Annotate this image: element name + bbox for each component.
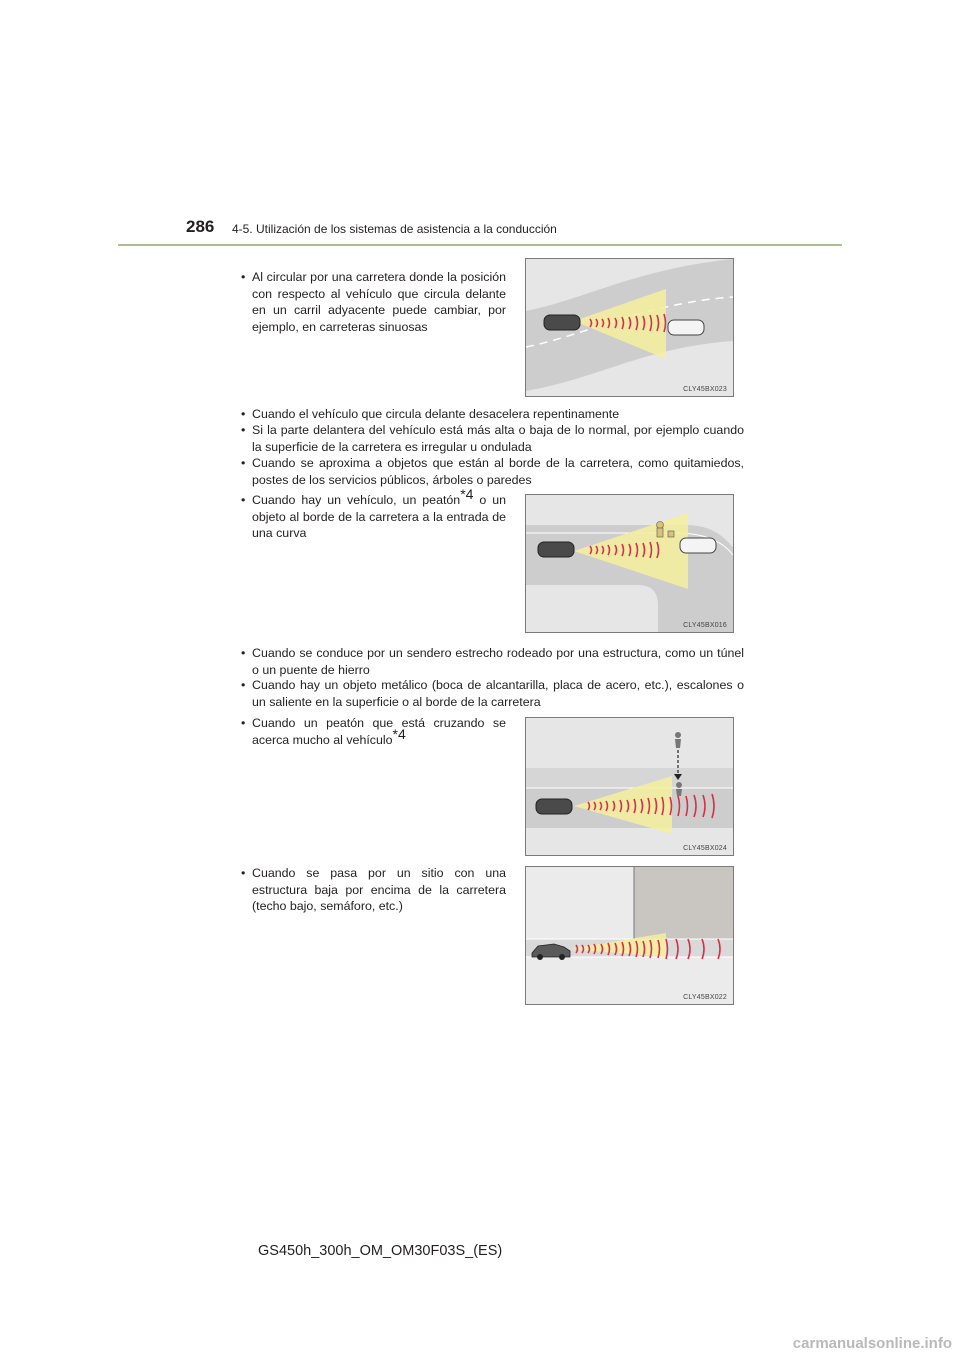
bullet-text: Cuando se aproxima a objetos que están al borde de la carretera, como quitamiedos, postes de los servicios públicos, árboles o paredes	[252, 456, 744, 487]
footnote-ref: *4	[460, 485, 474, 502]
bullet-text: Cuando el vehículo que circula delante desacelera repentinamente	[252, 407, 620, 421]
bullet-text: Cuando se conduce por un sendero estrecho rodeado por una estructura, como un túnel o un puente de hierro	[252, 646, 744, 677]
bullet-pedestrian-crossing	[241, 715, 506, 748]
footnote-ref: *4	[392, 725, 406, 742]
figure-code: CLY45BX022	[683, 994, 727, 1001]
bullet-roadside-objects	[241, 455, 744, 488]
bullet-marker: •	[241, 678, 246, 692]
bullet-text: Al circular por una carretera donde la posición con respecto al vehículo que circula delante en un carril adyacente puede cambiar, por ejemplo, en carreteras sinuosas	[252, 270, 506, 334]
bullet-marker: •	[241, 716, 246, 730]
figure-pedestrian	[525, 717, 734, 856]
bullet-text: Cuando hay un objeto metálico (boca de alcantarilla, placa de acero, etc.), escalones o un saliente en la superficie o al borde de la carretera	[252, 678, 744, 709]
bullet-winding-road	[241, 269, 506, 335]
bullet-marker: •	[241, 866, 246, 880]
bullet-text-start: Cuando un peatón que está cruzando se acerca mucho al vehículo	[252, 716, 506, 747]
bullet-sudden-decel	[241, 406, 744, 423]
bullet-narrow-path	[241, 645, 744, 678]
watermark: carmanualsonline.info	[792, 1335, 952, 1352]
figure-low-structure	[525, 866, 734, 1005]
bullet-marker: •	[241, 270, 246, 284]
bullet-curve-entrance	[241, 485, 506, 542]
page-number: 286	[186, 217, 215, 236]
bullet-marker: •	[241, 407, 246, 421]
figure-curve-entrance	[525, 494, 734, 633]
bullet-text	[252, 485, 506, 542]
bullet-text: Cuando se pasa por un sitio con una estructura baja por encima de la carretera (techo bajo, semáforo, etc.)	[252, 866, 506, 913]
figure-winding-road	[525, 258, 734, 397]
bullet-marker: •	[241, 646, 246, 660]
bullet-marker: •	[241, 456, 246, 470]
footer-doc-id: GS450h_300h_OM_OM30F03S_(ES)	[258, 1243, 503, 1259]
header-rule	[118, 244, 842, 246]
bullet-text-start: Cuando hay un vehículo, un peatón	[252, 493, 461, 507]
figure-code: CLY45BX023	[683, 386, 727, 393]
bullet-text-end: o un objeto al borde de la carretera a la entrada de una curva	[252, 493, 506, 540]
bullet-marker: •	[241, 423, 246, 437]
figure-code: CLY45BX024	[683, 845, 727, 852]
bullet-text	[252, 715, 506, 748]
bullet-marker: •	[241, 493, 246, 507]
bullet-low-structure	[241, 865, 506, 915]
bullet-uneven-surface	[241, 422, 744, 455]
section-title: 4-5. Utilización de los sistemas de asistencia a la conducción	[232, 222, 557, 236]
figure-code: CLY45BX016	[683, 622, 727, 629]
bullet-metal-object	[241, 677, 744, 710]
bullet-text: Si la parte delantera del vehículo está más alta o baja de lo normal, por ejemplo cuando la superficie de la carretera es irregular u ondulada	[252, 423, 744, 454]
